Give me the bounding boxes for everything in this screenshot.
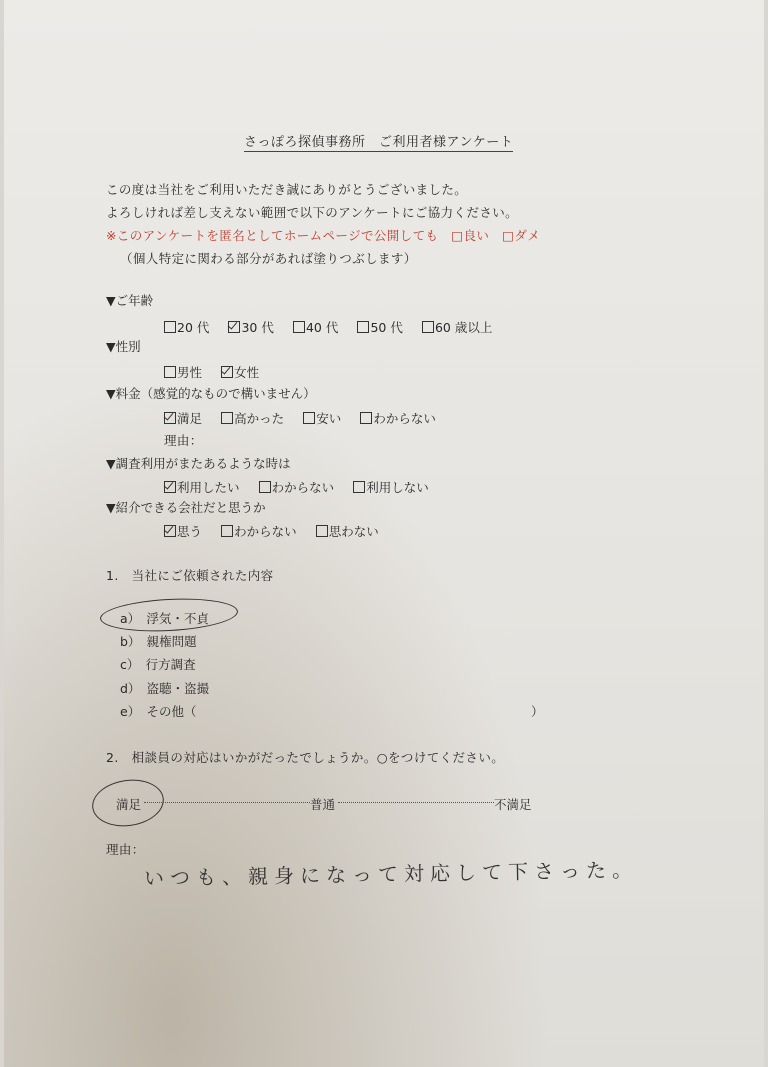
fee-option[interactable]: わからない [360, 409, 436, 427]
age-heading: ▼ご年齢 [106, 293, 154, 308]
checkbox-icon[interactable] [164, 366, 176, 378]
reuse-options [164, 477, 443, 496]
checkbox-icon[interactable] [316, 525, 328, 537]
recommend-heading: ▼紹介できる会社だと思うか [106, 500, 266, 515]
age-option[interactable]: 40 代 [293, 318, 338, 336]
scale-dotted-line [338, 802, 494, 803]
gender-heading: ▼性別 [106, 339, 141, 354]
publish-consent-line: ※このアンケートを匿名としてホームページで公開しても □良い □ダメ [106, 228, 541, 243]
scale-unsatisfied[interactable]: 不満足 [494, 797, 532, 812]
q1-item-a[interactable]: a） 浮気・不貞 [120, 611, 209, 626]
age-option[interactable]: 60 歳以上 [422, 318, 492, 336]
intro-line-1: この度は当社をご利用いただき誠にありがとうございました。 [106, 182, 468, 197]
scale-dotted-line [144, 802, 310, 803]
recommend-option[interactable]: わからない [221, 522, 297, 540]
survey-title: さっぽろ探偵事務所 ご利用者様アンケート [244, 131, 513, 152]
fee-option[interactable]: 安い [303, 409, 341, 427]
age-option[interactable]: 20 代 [164, 318, 209, 336]
q1-item-e-close: ） [531, 704, 544, 719]
checkbox-icon[interactable] [353, 481, 365, 493]
age-option[interactable]: 30 代 [228, 318, 273, 336]
checkbox-icon[interactable] [221, 412, 233, 424]
checkbox-icon[interactable] [164, 321, 176, 333]
selection-circle [99, 595, 238, 634]
reuse-option[interactable]: 利用したい [164, 478, 240, 496]
fee-option[interactable]: 満足 [164, 409, 202, 427]
recommend-option[interactable]: 思わない [316, 522, 379, 540]
q2-heading: 2. 相談員の対応はいかがだったでしょうか。○をつけてください。 [106, 750, 505, 765]
q1-item-d[interactable]: d） 盗聴・盗撮 [120, 681, 210, 696]
checkbox-checked-icon[interactable] [164, 481, 176, 493]
checkbox-icon[interactable] [357, 321, 369, 333]
fee-options [164, 408, 450, 427]
q1-heading: 1. 当社にご依頼された内容 [106, 568, 274, 583]
reuse-heading: ▼調査利用がまたあるような時は [106, 456, 291, 471]
gender-option[interactable]: 女性 [221, 363, 259, 381]
handwritten-answer: いつも、親身になって対応して下さった。 [143, 857, 639, 891]
gender-options [164, 362, 273, 381]
fee-heading: ▼料金（感覚的なもので構いません） [106, 386, 316, 401]
checkbox-checked-icon[interactable] [164, 525, 176, 537]
intro-line-2: よろしければ差し支えない範囲で以下のアンケートにご協力ください。 [106, 205, 519, 220]
q1-item-b[interactable]: b） 親権問題 [120, 634, 197, 649]
reuse-option[interactable]: 利用しない [353, 478, 429, 496]
checkbox-checked-icon[interactable] [221, 366, 233, 378]
checkbox-checked-icon[interactable] [164, 412, 176, 424]
scale-satisfied[interactable]: 満足 [116, 797, 142, 812]
recommend-option[interactable]: 思う [164, 522, 202, 540]
scale-neutral[interactable]: 普通 [310, 797, 336, 812]
reuse-option[interactable]: わからない [259, 478, 335, 496]
checkbox-icon[interactable] [360, 412, 372, 424]
checkbox-checked-icon[interactable] [228, 321, 240, 333]
q1-item-e[interactable]: e） その他（ [120, 704, 197, 719]
checkbox-icon[interactable] [293, 321, 305, 333]
recommend-options [164, 521, 393, 540]
intro-note: （個人特定に関わる部分があれば塗りつぶします） [120, 251, 417, 266]
checkbox-icon[interactable] [221, 525, 233, 537]
age-options [164, 317, 506, 336]
q2-reason-label: 理由： [106, 842, 145, 857]
checkbox-icon[interactable] [303, 412, 315, 424]
q1-item-c[interactable]: c） 行方調査 [120, 657, 196, 672]
age-option[interactable]: 50 代 [357, 318, 402, 336]
checkbox-icon[interactable] [259, 481, 271, 493]
checkbox-icon[interactable] [422, 321, 434, 333]
gender-option[interactable]: 男性 [164, 363, 202, 381]
survey-sheet [4, 0, 764, 1067]
fee-reason-label: 理由： [164, 433, 203, 448]
selection-circle [89, 775, 167, 831]
fee-option[interactable]: 高かった [221, 409, 284, 427]
